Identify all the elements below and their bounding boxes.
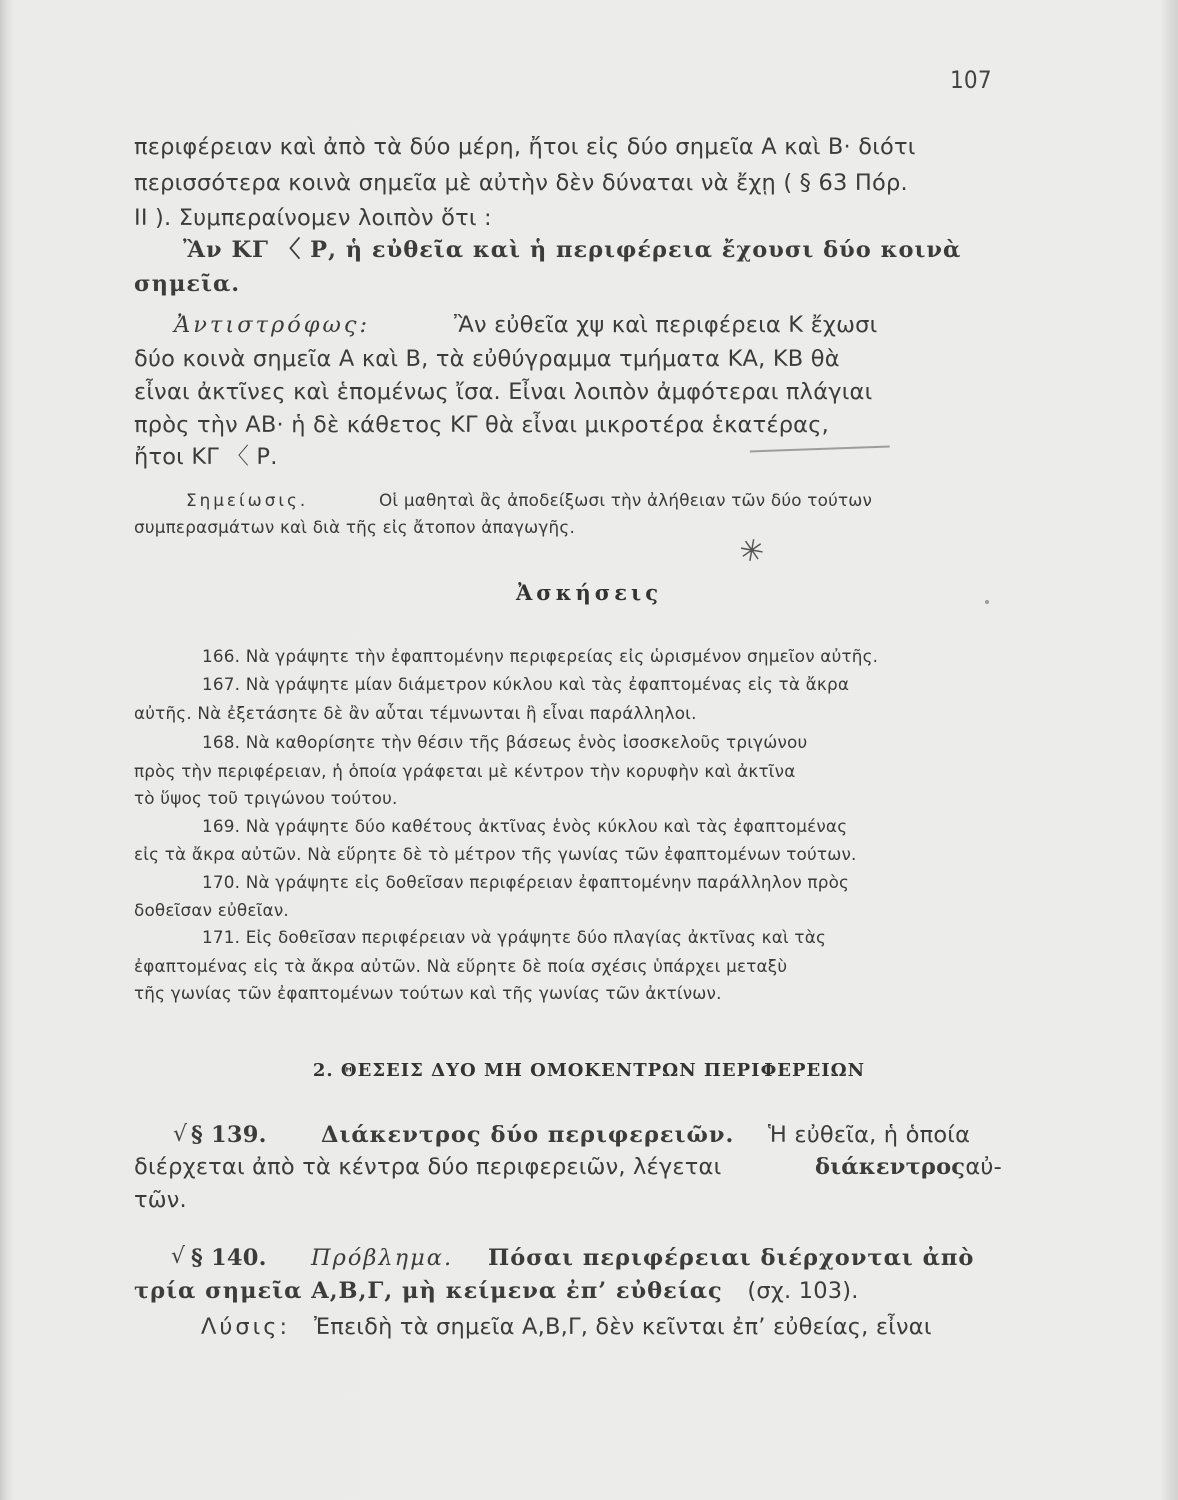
antistrofos-text: Ἂν εὐθεῖα χψ καὶ περιφέρεια Κ ἔχωσι	[454, 312, 878, 338]
para139-line-3: τῶν.	[134, 1187, 187, 1213]
para139-number: § 139.	[191, 1122, 267, 1148]
exercise-171: 171. Εἰς δοθεῖσαν περιφέρειαν νὰ γράψητε δύο πλαγίας ἀκτῖνας καὶ τὰς	[202, 927, 827, 947]
figure-reference: (σχ. 103).	[740, 1278, 859, 1304]
checkmark-139-icon: √	[173, 1122, 188, 1147]
conclusion-bold-line: Ἂν ΚΓ 〈 Ρ, ἡ εὐθεῖα καὶ ἡ περιφέρεια ἔχουσι δύο κοινὰ	[183, 237, 962, 263]
page-number: 107	[950, 66, 992, 94]
antistrofos-line-2: δύο κοινὰ σημεῖα Α καὶ Β, τὰ εὐθύγραμμα τμήματα ΚΑ, ΚΒ θὰ	[134, 346, 840, 372]
body-line-2: περισσότερα κοινὰ σημεῖα μὲ αὐτὴν δὲν δύναται νὰ ἔχῃ ( § 63 Πόρ.	[134, 170, 908, 196]
asterisk-icon: ✳	[736, 532, 767, 571]
exercise-169: 169. Νὰ γράψητε δύο καθέτους ἀκτῖνας ἑνὸς κύκλου καὶ τὰς ἐφαπτομένας	[202, 816, 848, 836]
exercise-167-continued: αὐτῆς. Νὰ ἐξετάσητε δὲ ἂν αὗται τέμνωνται ἢ εἶναι παράλληλοι.	[134, 703, 697, 723]
solution-text: Ἐπειδὴ τὰ σημεῖα Α,Β,Γ, δὲν κεῖνται ἐπ’ εὐθείας, εἶναι	[314, 1314, 932, 1340]
exercise-171-line-3: τῆς γωνίας τῶν ἐφαπτομένων τούτων καὶ τῆς γωνίας τῶν ἀκτίνων.	[134, 983, 722, 1003]
body-line-3: ΙΙ ). Συμπεραίνομεν λοιπὸν ὅτι :	[134, 205, 492, 231]
exercise-169-line-2: εἰς τὰ ἄκρα αὐτῶν. Νὰ εὕρητε δὲ τὸ μέτρον τῆς γωνίας τῶν ἐφαπτομένων τούτων.	[134, 844, 857, 864]
conclusion-bold-end: σημεῖα.	[134, 271, 241, 297]
pencil-mark-line	[750, 446, 890, 463]
body-line-1: περιφέρειαν καὶ ἀπὸ τὰ δύο μέρη, ἤτοι εἰς δύο σημεῖα Α καὶ Β· διότι	[134, 134, 916, 160]
exercises-heading: Ἀσκήσεις	[516, 580, 662, 605]
para139-text-1: Ἡ εὐθεῖα, ἡ ὁποία	[768, 1122, 971, 1148]
para139-line-2a: διέρχεται ἀπὸ τὰ κέντρα δύο περιφερειῶν, λέγεται	[134, 1154, 729, 1180]
antistrofos-line-3: εἶναι ἀκτῖνες καὶ ἑπομένως ἴσα. Εἶναι λοιπὸν ἀμφότεραι πλάγιαι	[134, 379, 873, 405]
section-heading: 2. ΘΕΣΕΙΣ ΔΥΟ ΜΗ ΟΜΟΚΕΝΤΡΩΝ ΠΕΡΙΦΕΡΕΙΩΝ	[312, 1060, 866, 1081]
solution-label: Λύσις:	[201, 1314, 291, 1340]
speck-mark	[985, 600, 989, 604]
para139-title: Διάκεντρος δύο περιφερειῶν.	[321, 1122, 735, 1148]
antistrofos-line-4: πρὸς τὴν ΑΒ· ἡ δὲ κάθετος ΚΓ θὰ εἶναι μικροτέρα ἑκατέρας,	[134, 412, 829, 438]
para140-label: Πρόβλημα.	[311, 1245, 454, 1271]
note-line-2: συμπερασμάτων καὶ διὰ τῆς εἰς ἄτοπον ἀπαγωγῆς.	[134, 517, 575, 537]
antistrofos-label: Ἀντιστρόφως:	[174, 312, 371, 338]
para139-term: διάκεντρος	[815, 1154, 966, 1180]
para139-line-2c: αὐ-	[958, 1154, 1002, 1180]
exercise-167: 167. Νὰ γράψητε μίαν διάμετρον κύκλου καὶ τὰς ἐφαπτομένας εἰς τὰ ἄκρα	[202, 674, 850, 694]
para140-title-1: Πόσαι περιφέρειαι διέρχονται ἀπὸ	[488, 1245, 975, 1271]
checkmark-140-icon: √	[171, 1244, 186, 1269]
para140-number: § 140.	[191, 1245, 267, 1271]
note-text: Οἱ μαθηταὶ ἂς ἀποδείξωσι τὴν ἀλήθειαν τῶν δύο τούτων	[379, 490, 873, 510]
antistrofos-line-5: ἤτοι ΚΓ 〈 Ρ.	[134, 444, 278, 470]
exercise-168-line-2: πρὸς τὴν περιφέρειαν, ἡ ὁποία γράφεται μὲ κέντρον τὴν κορυφὴν καὶ ἀκτῖνα	[134, 761, 796, 781]
exercise-166: 166. Νὰ γράψητε τὴν ἐφαπτομένην περιφερείας εἰς ὡρισμένον σημεῖον αὐτῆς.	[202, 646, 879, 666]
exercise-171-line-2: ἐφαπτομένας εἰς τὰ ἄκρα αὐτῶν. Νὰ εὕρητε δὲ ποία σχέσις ὑπάρχει μεταξὺ	[134, 956, 788, 976]
exercise-170: 170. Νὰ γράψητε εἰς δοθεῖσαν περιφέρειαν ἐφαπτομένην παράλληλον πρὸς	[202, 872, 850, 892]
exercise-168: 168. Νὰ καθορίσητε τὴν θέσιν τῆς βάσεως ἑνὸς ἰσοσκελοῦς τριγώνου	[202, 732, 808, 752]
note-label: Σημείωσις.	[186, 490, 309, 510]
para140-title-2: τρία σημεῖα Α,Β,Γ, μὴ κείμενα ἐπ’ εὐθείας	[134, 1278, 723, 1304]
exercise-170-line-2: δοθεῖσαν εὐθεῖαν.	[134, 900, 289, 920]
exercise-168-line-3: τὸ ὕψος τοῦ τριγώνου τούτου.	[134, 788, 398, 808]
